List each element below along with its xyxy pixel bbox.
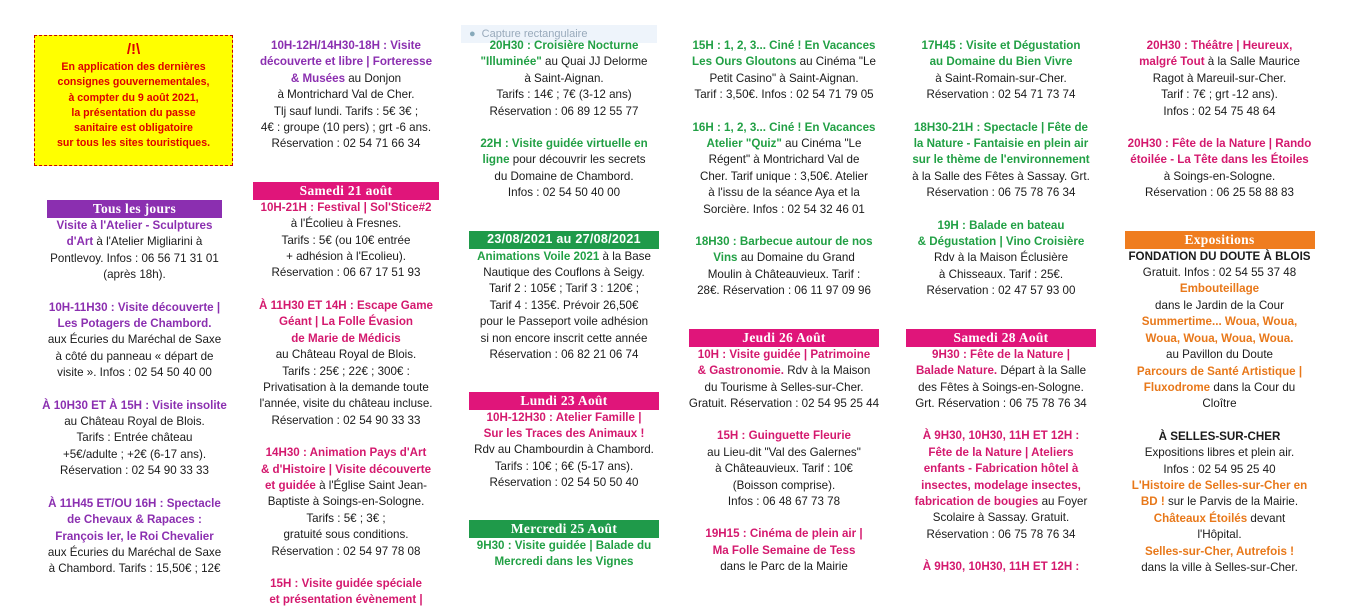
event-text: Rdv à la Maison [783,364,871,378]
exposition-group [1122,249,1317,413]
event-title: 10H-11H30 : Visite découverte | [48,300,221,314]
event-title: À 9H30, 10H30, 11H ET 12H : [922,429,1080,443]
event-text: au Château Royal de Blois. [275,348,417,362]
section-header-dates: 23/08/2021 au 27/08/2021 [469,231,659,249]
column-thursday-26 [685,38,883,576]
event-text: Tarif 4 : 135€. Prévoir 26,50€ [489,298,639,312]
event-text: au Pavillon du Doute [1166,348,1273,362]
event-text: pour découvrir les secrets [509,153,646,167]
event-text: Départ à la Salle [997,364,1087,378]
event-text: Infos : 02 54 75 48 64 [1163,104,1276,118]
event-text: dans le Parc de la Mairie [720,560,848,574]
venue-title: FONDATION DU DOUTE À BLOIS [1128,249,1311,263]
event-text: devant [1247,511,1286,525]
column-saturday-21 [248,38,444,609]
event [466,136,662,202]
event [248,298,444,429]
event-text: à la Base [599,249,651,263]
event-text: Tarifs : 25€ ; 22€ ; 300€ : [282,364,410,378]
event-text: Tlj sauf lundi. Tarifs : 5€ 3€ ; [273,104,419,118]
event-title: 19H : Balade en bateau [937,218,1065,232]
event-text: Moulin à Châteauvieux. Tarif : [707,267,861,281]
event-text: Pontlevoy. Infos : 06 56 71 31 01 [50,251,219,265]
event-text: gratuité sous conditions. [283,528,409,542]
event-text: Tarifs : Entrée château [76,431,193,445]
exposition-group [1122,429,1317,577]
event-text: à Soings-en-Sologne. [1163,169,1276,183]
event-text: au Cinéma "Le [796,55,876,69]
event-text: à Montrichard Val de Cher. [277,88,415,102]
event-text: au Quai JJ Delorme [541,55,648,69]
event-title: & Dégustation | Vino Croisière [917,235,1085,249]
event-title: fabrication de bougies [914,494,1039,508]
event-text: 28€. Réservation : 06 11 97 09 96 [697,284,871,298]
event-title: 17H45 : Visite et Dégustation [921,39,1081,52]
event-title: À 9H30, 10H30, 11H ET 12H : [922,560,1080,574]
event-title: Fête de la Nature | Ateliers [928,445,1074,459]
notice-line: sanitaire est obligatoire [74,122,193,135]
event-title: 15H : Visite guidée spéciale [270,576,422,590]
event-text: Nautique des Couflons à Seigy. [483,266,645,280]
event-text: Infos : 02 54 95 25 40 [1163,462,1276,476]
event-text: Réservation : 06 89 12 55 77 [489,104,639,118]
event-title: enfants - Fabrication hôtel à [923,462,1079,476]
event-title: À 10H30 ET À 15H : Visite insolite [42,398,227,412]
event-text: Tarifs : 10€ ; 6€ (5-17 ans). [494,459,634,473]
event-text: Rdv au Chambourdin à Chambord. [474,443,654,457]
event-title: 20H30 : Théâtre | Heureux, [1146,39,1293,52]
event-text: (après 18h). [103,268,166,282]
event [466,249,662,364]
event-text: Baptiste à Soings-en-Sologne. [267,495,425,509]
section-header-monday-23: Lundi 23 Août [469,392,659,410]
event [248,38,444,153]
event-text: à Chisseaux. Tarif : 25€. [938,267,1064,281]
capture-icon: ● [469,28,476,40]
event-text: Expositions libres et plein air. [1144,446,1295,460]
event-title: 18H30 : Barbecue autour de nos [695,235,873,249]
event-text: Infos : 02 54 50 40 00 [507,186,621,200]
event-title: Parcours de Santé Artistique | [1136,364,1303,378]
event [1122,136,1317,202]
notice-line: consignes gouvernementales, [57,76,210,89]
event-text: à l'Atelier Migliarini à [93,235,203,249]
event-title: Atelier "Quiz" [706,137,782,151]
event [903,347,1099,413]
event-title: de Chevaux & Rapaces : [67,513,202,527]
event-title: découverte et libre | Forteresse [259,55,433,69]
event [248,576,444,609]
event-text: l'année, visite du château incluse. [259,397,433,411]
event-text: visite ». Infos : 02 54 50 40 00 [57,366,212,380]
event-text: Réservation : 02 54 90 33 33 [60,464,209,478]
event [466,410,662,492]
event-text: dans la ville à Selles-sur-Cher. [1141,560,1298,574]
event [30,218,239,284]
event-text: si non encore inscrit cette année [480,331,648,345]
column-saturday-28 [903,38,1099,576]
event-title: étoilée - La Tête dans les Étoiles [1130,153,1309,167]
event-title: Fluxodrome [1143,380,1211,394]
event-text: du Tourisme à Selles-sur-Cher. [704,380,864,394]
event-text: sur le Parvis de la Mairie. [1164,495,1299,509]
event [30,398,239,480]
event-title: À 11H30 ET 14H : Escape Game [259,298,433,312]
event [30,300,239,382]
event-title: Châteaux Étoilés [1153,511,1248,525]
event-text: du Domaine de Chambord. [494,169,634,183]
event-text: Réservation : 02 47 57 93 00 [926,284,1076,298]
event-text: à l'issu de la séance Aya et la [708,186,860,200]
event-title: Ma Folle Semaine de Tess [712,543,856,557]
event-text: Petit Casino" à Saint-Aignan. [709,71,859,85]
event-text: Rdv à la Maison Éclusière [933,251,1069,265]
event-title: malgré Tout [1139,55,1205,69]
event-title: et guidée [264,478,316,492]
event [30,496,239,578]
event-title: 16H : 1, 2, 3... Ciné ! En Vacances [692,120,876,134]
event-title: insectes, modelage insectes, [921,478,1081,492]
event-title: Embouteillage [1179,282,1260,296]
section-header-daily: Tous les jours [47,200,222,218]
event-text: Tarifs : 5€ ; 3€ ; [306,511,386,525]
event-text: l'Hôpital. [1197,528,1242,542]
event-title: Les Ours Gloutons [692,55,797,69]
venue-title: À SELLES-SUR-CHER [1158,429,1281,443]
event-text: dans la Cour du [1210,380,1296,394]
event-text: Grt. Réservation : 06 75 78 76 34 [915,396,1087,410]
event-text: Infos : 06 48 67 73 78 [727,494,841,508]
notice-line: sur tous les sites touristiques. [56,137,211,150]
event-title: Mercredi dans les Vignes [494,554,634,568]
event-text: Réservation : 06 67 17 51 93 [271,266,421,280]
event-text: Ragot à Mareuil-sur-Cher. [1152,71,1287,85]
event-text: Réservation : 06 82 21 06 74 [489,348,639,362]
event-title: Balade Nature. [915,364,998,378]
event-text: (Boisson comprise). [732,478,836,492]
event-title: 9H30 : Visite guidée | Balade du [476,538,652,552]
event-title: 9H30 : Fête de la Nature | [932,347,1070,361]
event [248,445,444,560]
event [466,538,662,571]
event [1122,38,1317,120]
event-title: 15H : Guinguette Fleurie [717,429,851,443]
notice-line: la présentation du passe [71,106,196,119]
event-title: 20H30 : Croisière Nocturne [489,39,639,52]
event-text: à Châteauvieux. Tarif : 10€ [715,462,853,476]
event-title: Selles-sur-Cher, Autrefois ! [1144,544,1295,558]
event-title: 15H : 1, 2, 3... Ciné ! En Vacances [692,39,876,52]
event-title: 20H30 : Fête de la Nature | Rando [1127,137,1312,151]
event [685,526,883,575]
event-text: à côté du panneau « départ de [55,349,214,363]
event-title: "Illuminée" [480,55,542,69]
event-title: & Musées [290,71,346,85]
section-header-thursday-26: Jeudi 26 Août [689,329,879,347]
event [685,428,883,510]
event-title: et présentation évènement | [269,593,423,607]
event [248,200,444,282]
event-title: Vins [713,251,738,265]
event-title: Woua, Woua, Woua, Woua. [1145,331,1294,345]
event-text: des Fêtes à Soings-en-Sologne. [918,380,1084,394]
event-text: au Château Royal de Blois. [64,415,205,429]
event-title: & d'Histoire | Visite découverte [260,462,432,476]
event-title: 10H-21H : Festival | Sol'Stice#2 [260,200,432,214]
event-text: Réservation : 06 75 78 76 34 [926,186,1076,200]
event-title: À 11H45 ET/OU 16H : Spectacle [48,496,221,510]
event-title: & Gastronomie. [697,364,784,378]
event-text: Réservation : 06 75 78 76 34 [926,527,1076,541]
event-title: 18H30-21H : Spectacle | Fête de [913,120,1088,134]
event-title: 10H : Visite guidée | Patrimoine [697,347,871,361]
event [685,347,883,413]
event-text: aux Écuries du Maréchal de Saxe [47,333,222,347]
notice-line: à compter du 9 août 2021, [68,91,199,104]
event-text: au Domaine du Grand [737,251,855,265]
event-title: Visite à l'Atelier - Sculptures [56,219,213,232]
sanitary-pass-notice [34,35,233,166]
event [685,120,883,218]
section-header-wednesday-25: Mercredi 25 Août [469,520,659,538]
event [685,38,883,104]
event-title: sur le thème de l'environnement [912,153,1090,167]
capture-label: Capture rectangulaire [481,28,588,40]
event-title: L'Histoire de Selles-sur-Cher en [1131,478,1308,492]
section-header-saturday-28: Samedi 28 Août [906,329,1096,347]
event-text: à la Salle des Fêtes à Sassay. Grt. [912,169,1090,183]
event-title: la Nature - Fantaisie en plein air [913,137,1089,151]
event-text: Réservation : 02 54 71 73 74 [926,88,1076,102]
event [903,428,1099,543]
event-text: aux Écuries du Maréchal de Saxe [47,545,222,559]
event [903,120,1099,202]
event-text: Réservation : 02 54 71 66 34 [271,137,421,151]
event-title: 22H : Visite guidée virtuelle en [480,137,648,151]
event-text: Régent" à Montrichard Val de [708,153,860,167]
warning-symbol: /!\ [126,41,141,58]
event [903,218,1099,300]
event [903,38,1099,104]
event-text: 4€ : groupe (10 pers) ; grt -6 ans. [260,121,432,135]
event-title: Animations Voile 2021 [477,249,600,263]
event-text: à Chambord. Tarifs : 15,50€ ; 12€ [48,562,221,576]
notice-line: En application des dernières [61,61,206,73]
event-title: d'Art [66,235,94,249]
event-text: Sorcière. Infos : 02 54 32 46 01 [703,202,865,216]
event-title: 10H-12H/14H30-18H : Visite [271,39,421,52]
event-text: Réservation : 02 54 97 78 08 [271,544,421,558]
event-text: au Cinéma "Le [781,137,862,151]
event-text: au Foyer [1038,494,1088,508]
event-text: Privatisation à la demande toute [263,380,429,394]
event-text: Cher. Tarif unique : 3,50€. Atelier [699,169,868,183]
event-title: de Marie de Médicis [291,331,401,345]
column-expositions [1122,38,1317,576]
section-header-expositions: Expositions [1125,231,1315,249]
event-text: Tarifs : 5€ (ou 10€ entrée [281,233,411,247]
section-header-saturday-21: Samedi 21 août [253,182,439,200]
event-title: 10H-12H30 : Atelier Famille | [486,410,642,424]
event-text: pour le Passeport voile adhésion [479,315,649,329]
event-text: à la Salle Maurice [1204,55,1300,69]
event-text: Réservation : 02 54 90 33 33 [271,413,421,427]
event-title: Sur les Traces des Animaux ! [483,426,645,440]
event-title: 19H15 : Cinéma de plein air | [705,527,863,541]
event-text: à l'Église Saint Jean- [315,478,428,492]
event-text: Réservation : 02 54 50 50 40 [489,476,639,490]
event-text: Scolaire à Sassay. Gratuit. [932,511,1070,525]
event-text: Gratuit. Réservation : 02 54 95 25 44 [688,396,880,410]
event-title: au Domaine du Bien Vivre [929,55,1073,69]
event-text: Cloître [1202,397,1237,411]
event-text: à Saint-Romain-sur-Cher. [935,71,1067,85]
event-title: 14H30 : Animation Pays d'Art [265,446,427,460]
event-title: BD ! [1140,495,1165,509]
event-title: ligne [482,153,510,167]
event-title: Summertime... Woua, Woua, [1141,315,1298,329]
event [466,38,662,120]
event-text: à l'Écolieu à Fresnes. [290,217,402,231]
event-text: Tarifs : 14€ ; 7€ (3-12 ans) [496,88,632,102]
event [685,234,883,300]
event-text: au Lieu-dit "Val des Galernes" [707,445,861,459]
event-title: Les Potagers de Chambord. [57,317,212,331]
column-week [466,38,662,570]
event-text: au Donjon [345,71,402,85]
event [903,559,1099,575]
event-text: Tarif : 3,50€. Infos : 02 54 71 79 05 [694,88,874,102]
event-text: Gratuit. Infos : 02 54 55 37 48 [1142,266,1297,280]
event-text: à Saint-Aignan. [524,71,604,85]
event-title: Géant | La Folle Évasion [278,315,414,329]
event-title: François Ier, le Roi Chevalier [55,529,214,543]
event-text: dans le Jardin de la Cour [1155,298,1284,312]
event-text: Réservation : 06 25 58 88 83 [1145,186,1294,200]
event-text: + adhésion à l'Ecolieu). [286,250,406,264]
event-text: +5€/adulte ; +2€ (6-17 ans). [62,447,207,461]
event-text: Tarif : 7€ ; grt -12 ans). [1161,88,1278,102]
column-daily [30,200,239,578]
event-text: Tarif 2 : 105€ ; Tarif 3 : 120€ ; [489,282,639,296]
